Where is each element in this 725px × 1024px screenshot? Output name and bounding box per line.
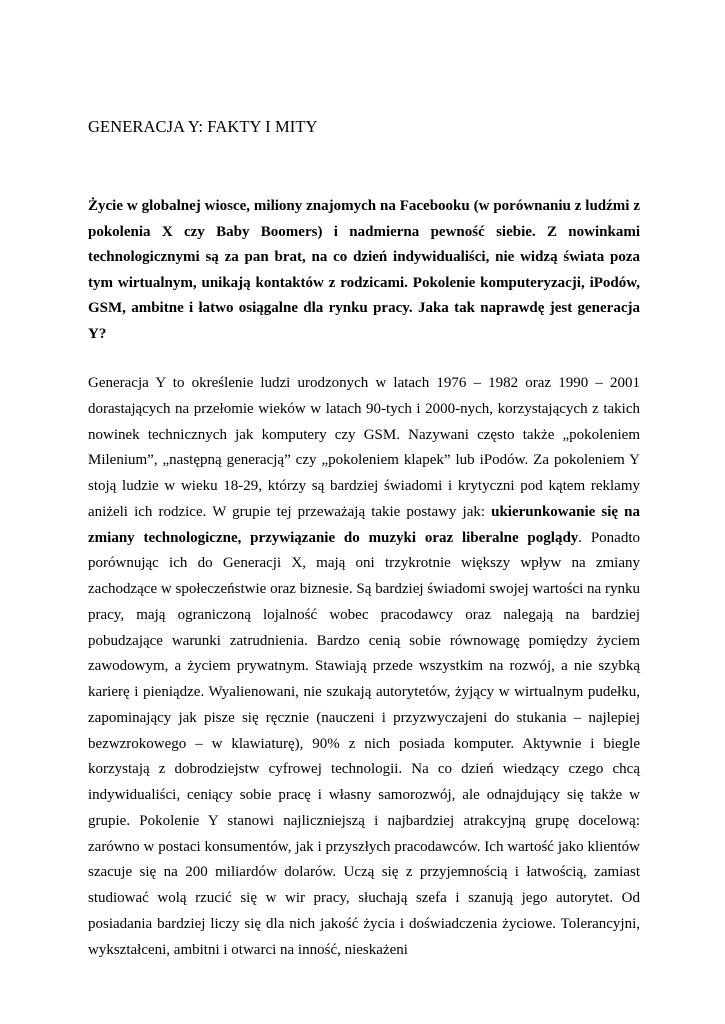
body-text-part1: Generacja Y to określenie ludzi urodzonych w latach 1976 – 1982 oraz 1990 – 2001 dorastających na przełomie wieków w latach 90-tych i 2000-nych, korzystających z takich nowinek technicznych jak komputery czy GSM. Nazywani często także „pokoleniem Milenium”, „następną generacją” czy „pokoleniem klapek” lub iPodów. Za pokoleniem Y stoją ludzie w wieku 18-29, którzy są bardziej świadomi i krytyczni pod kątem reklamy aniżeli ich rodzice. W grupie tej przeważają takie postawy jak:: [88, 375, 640, 520]
article-body-paragraph: [88, 371, 640, 963]
article-lead-paragraph: Życie w globalnej wiosce, miliony znajomych na Facebooku (w porównaniu z ludźmi z pokolenia X czy Baby Boomers) i nadmierna pewność siebie. Z nowinkami technologicznymi są za pan brat, na co dzień indywidualiści, nie widzą świata poza tym wirtualnym, unikają kontaktów z rodzicami. Pokolenie komputeryzacji, iPodów, GSM, ambitne i łatwo osiągalne dla rynku pracy. Jaka tak naprawdę jest generacja Y?: [88, 198, 640, 342]
article-title: GENERACJA Y: FAKTY I MITY: [88, 117, 318, 136]
body-bold-emphasis: ukierunkowanie się na zmiany technologiczne, przywiązanie do muzyki oraz liberalne poglądy: [88, 503, 640, 546]
body-text-part2: . Ponadto porównując ich do Generacji X, mają oni trzykrotnie większy wpływ na zmiany zachodzące w społeczeństwie oraz biznesie. Są bardziej świadomi swojej wartości na rynku pracy, mają ograniczoną lojalność wobec pracodawcy oraz nalegają na bardziej pobudzające warunki zatrudnienia. Bardzo cenią sobie równowagę pomiędzy życiem zawodowym, a życiem prywatnym. Stawiają przede wszystkim na rozwój, a nie szybką karierę i pieniądze. Wyalienowani, nie szukają autorytetów, żyjący w wirtualnym pudełku, zapominający jak pisze się ręcznie (nauczeni i przyzwyczajeni do stukania – najlepiej bezwzrokowego – w klawiaturę), 90% z nich posiada komputer. Aktywnie i biegle korzystają z dobrodziejstw cyfrowej technologii. Na co dzień wiedzący czego chcą indywidualiści, ceniący sobie pracę i własny samorozwój, ale odnajdujący się także w grupie. Pokolenie Y stanowi najliczniejszą i najbardziej atrakcyjną grupę docelową: zarówno w postaci konsumentów, jak i przyszłych pracodawców. Ich wartość jako klientów szacuje się na 200 miliardów dolarów. Uczą się z przyjemnością i łatwością, zamiast studiować wolą rzucić się w wir pracy, słuchają szefa i szanują jego autorytet. Od posiadania bardziej liczy się dla nich jakość życia i doświadczenia życiowe. Tolerancyjni, wykształceni, ambitni i otwarci na inność, nieskażeni: [88, 529, 640, 958]
